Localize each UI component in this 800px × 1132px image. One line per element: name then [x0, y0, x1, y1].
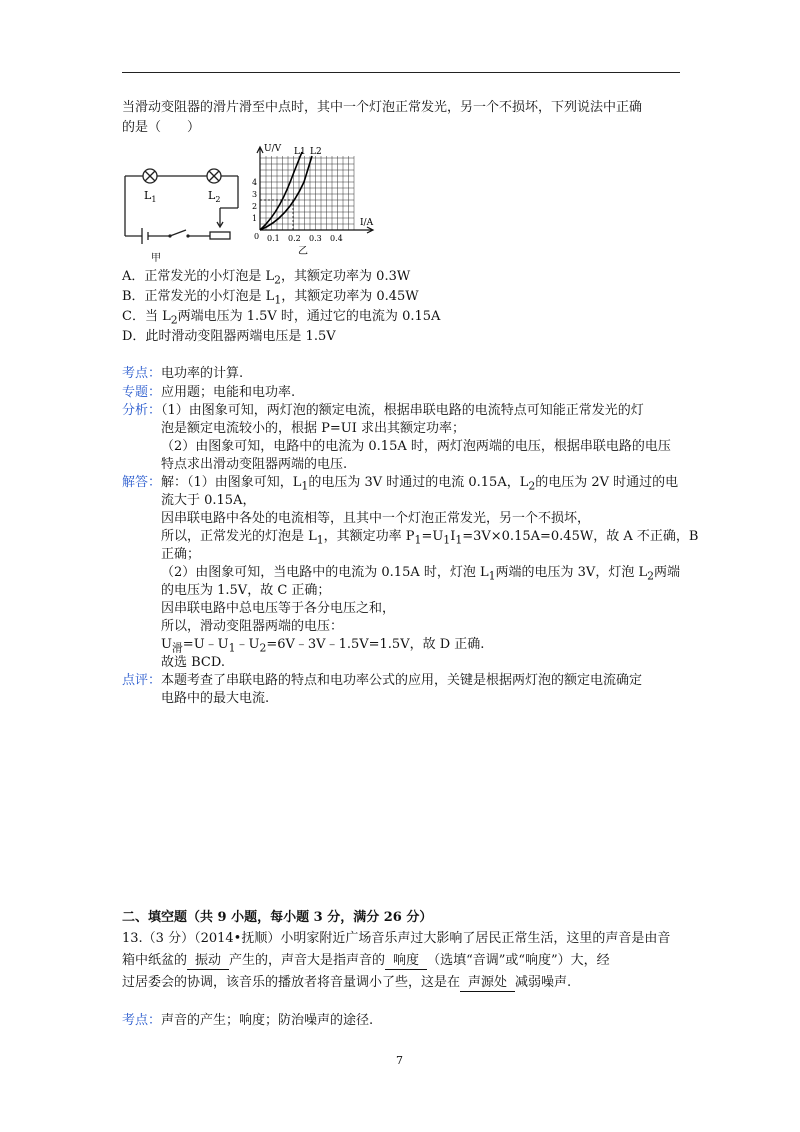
jieda-line-5: 正确；	[161, 547, 201, 562]
q13-line-2: 箱中纸盆的 振动 产生的，声音大是指声音的 响度 （选填“音调”或“响度”）大，经	[122, 953, 610, 968]
option-a: A．正常发光的小灯泡是 $L_2$，其额定功率为 0.3W	[122, 269, 411, 287]
jieda-line-1: 解答：解：（1）由图象可知，$L_1$的电压为 3V 时通过的电流 0.15A，$L_2$的电压为 2V 时通过的电	[122, 475, 679, 493]
circuit-caption: 甲	[151, 253, 161, 263]
kaodian-label: 考点：	[122, 366, 162, 381]
answer-blank-2: 响度	[385, 953, 427, 970]
page-number: 7	[396, 1054, 403, 1067]
curve-l1	[260, 152, 302, 230]
origin-label: 0	[254, 232, 260, 241]
circuit-diagram	[120, 148, 258, 263]
fenxi-line-4: 特点求出滑动变阻器两端的电压.	[161, 457, 348, 472]
fenxi-line-1: 分析：（1）由图象可知，两灯泡的额定电流，根据串联电路的电流特点可知能正常发光的灯	[122, 403, 644, 418]
answer-blank-1: 振动	[187, 953, 229, 970]
curve2-label: L2	[310, 147, 322, 157]
jieda-line-4: 所以，正常发光的灯泡是 $L_1$，其额定功率 $P_1=U_1I_1=3V\times 0.15A=0.45W$，故 A 不正确，B	[161, 529, 699, 547]
jieda-line-8: 因串联电路中总电压等于各分电压之和，	[161, 601, 396, 616]
y-tick: 4	[252, 178, 258, 187]
zhuanti-label: 专题：	[122, 385, 162, 400]
question-line-2: 的是（ ）	[122, 120, 201, 135]
y-tick: 1	[252, 214, 258, 223]
y-tick: 3	[252, 190, 258, 199]
q13-kaodian-label: 考点：	[122, 1013, 162, 1028]
jieda-line-2: 流大于 0.15A，	[161, 493, 256, 508]
q13-line-3: 过居委会的协调，该音乐的播放者将音量调小了些，这是在 声源处 减弱噪声.	[122, 975, 572, 990]
option-d: D．此时滑动变阻器两端电压是 1.5V	[122, 329, 336, 344]
jieda-line-7: 的电压为 1.5V，故 C 正确；	[161, 583, 331, 598]
jieda-line-11: 故选 BCD.	[161, 655, 225, 670]
x-tick: 0.2	[288, 234, 301, 243]
x-axis-label: I/A	[360, 218, 374, 228]
lamp2-label: $L_2$	[208, 189, 221, 204]
question-line-1: 当滑动变阻器的滑片滑至中点时，其中一个灯泡正常发光，另一个不损坏，下列说法中正确	[122, 100, 643, 115]
dianping-line-1: 点评：本题考查了串联电路的特点和电功率公式的应用，关键是根据两灯泡的额定电流确定	[122, 673, 643, 688]
ui-graph	[250, 142, 380, 258]
header-rule	[122, 72, 680, 73]
x-tick: 0.1	[267, 234, 280, 243]
zhuanti: 专题：应用题；电能和电功率.	[122, 385, 296, 400]
y-axis-label: U/V	[264, 144, 282, 154]
x-tick: 0.3	[309, 234, 322, 243]
fenxi-label: 分析：	[122, 403, 162, 418]
jieda-line-3: 因串联电路中各处的电流相等，且其中一个灯泡正常发光，另一个不损坏，	[161, 511, 591, 526]
jieda-line-6: （2）由图象可知，当电路中的电流为 0.15A 时，灯泡 $L_1$两端的电压为 3V，灯泡 $L_2$两端	[161, 565, 680, 583]
jieda-line-9: 所以，滑动变阻器两端的电压：	[161, 619, 344, 634]
jieda-line-10: $U_滑=U﹣U_1﹣U_2=6V﹣3V﹣1.5V=1.5V$，故 D 正确.	[161, 637, 485, 655]
q13-kaodian: 考点：声音的产生；响度；防治噪声的途径.	[122, 1013, 374, 1028]
answer-blank-3: 声源处	[460, 975, 515, 992]
kaodian: 考点：电功率的计算.	[122, 366, 244, 381]
option-c: C．当 $L_2$两端电压为 1.5V 时，通过它的电流为 0.15A	[122, 309, 441, 327]
dianping-line-2: 电路中的最大电流.	[161, 691, 270, 706]
dianping-label: 点评：	[122, 673, 162, 688]
curve1-label: L1	[294, 147, 306, 157]
lamp1-label: $L_1$	[144, 189, 157, 204]
q13-line-1: 13.（3 分）（2014•抚顺）小明家附近广场音乐声过大影响了居民正常生活，这里的声音是由音	[122, 931, 671, 946]
option-b: B．正常发光的小灯泡是 $L_1$，其额定功率为 0.45W	[122, 289, 419, 307]
graph-caption: 乙	[298, 246, 308, 257]
fenxi-line-3: （2）由图象可知，电路中的电流为 0.15A 时，两灯泡两端的电压，根据串联电路的电压	[161, 439, 671, 454]
x-tick: 0.4	[330, 234, 343, 243]
section-heading: 二、填空题（共 9 小题，每小题 3 分，满分 26 分）	[122, 910, 433, 925]
y-tick: 2	[252, 202, 258, 211]
fenxi-line-2: 泡是额定电流较小的，根据 P=UI 求出其额定功率；	[161, 421, 465, 436]
jieda-label: 解答：	[122, 475, 162, 490]
